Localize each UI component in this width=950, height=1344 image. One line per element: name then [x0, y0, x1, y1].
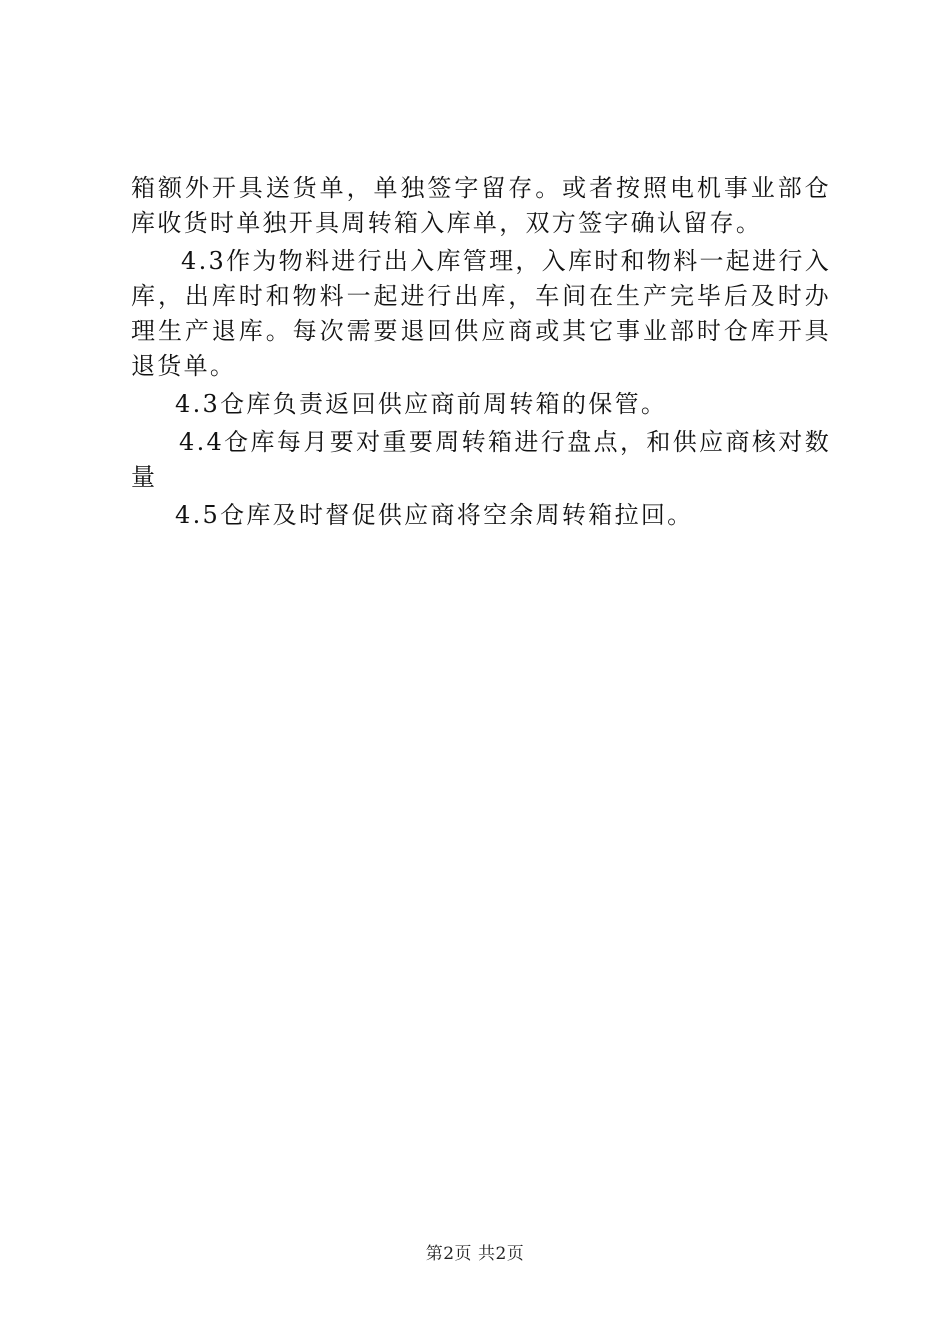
- paragraph-inventory-management: 4.3作为物料进行出入库管理，入库时和物料一起进行入库，出库时和物料一起进行出库，车间在生产完毕后及时办理生产退库。每次需要退回供应商或其它事业部时仓库开具退货单。: [131, 247, 831, 380]
- paragraph-storage: 4.3仓库负责返回供应商前周转箱的保管。: [175, 390, 668, 418]
- paragraph-return-empty-boxes: 4.5仓库及时督促供应商将空余周转箱拉回。: [175, 501, 694, 529]
- page-footer: 第2页 共2页: [425, 1244, 525, 1264]
- document-body: [131, 171, 831, 533]
- paragraph-delivery-note: 箱额外开具送货单，单独签字留存。或者按照电机事业部仓库收货时单独开具周转箱入库单，双方签字确认留存。: [131, 174, 831, 237]
- paragraph-monthly-check: 4.4仓库每月要对重要周转箱进行盘点，和供应商核对数量: [131, 428, 831, 491]
